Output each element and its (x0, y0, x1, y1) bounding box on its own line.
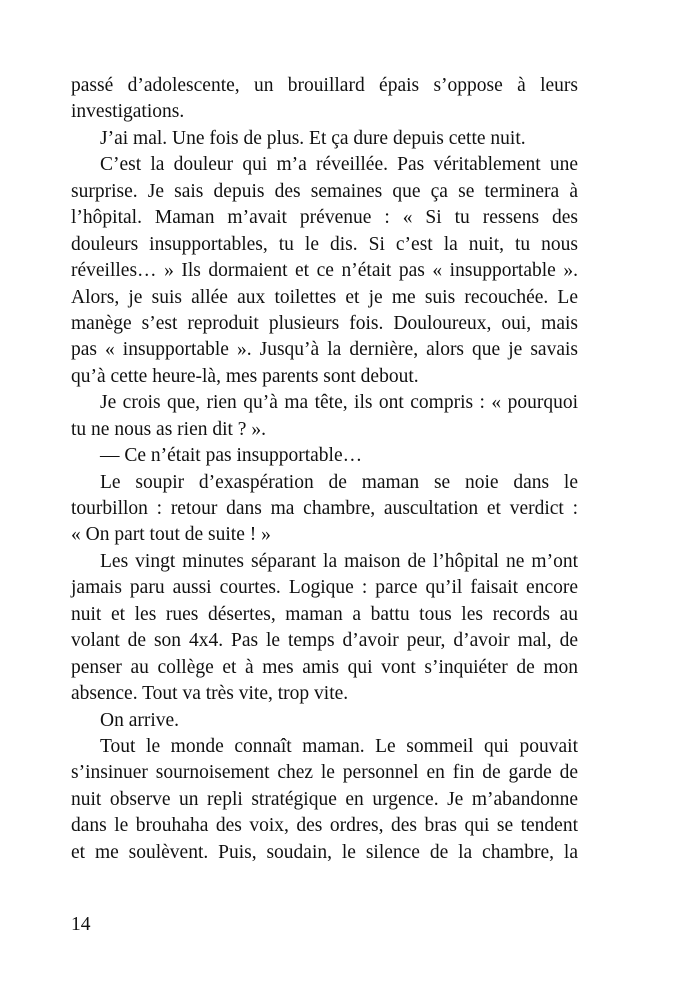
text-line: On arrive. (100, 709, 180, 731)
text-line: nuit observe un repli stratégique en urgence. Je m’abandonne (71, 788, 578, 810)
text-line: jamais paru aussi courtes. Logique : parce qu’il faisait encore (71, 577, 578, 599)
text-line: volant de son 4x4. Pas le temps d’avoir peur, d’avoir mal, de (71, 630, 578, 652)
text-line: qu’à cette heure-là, mes parents sont debout. (71, 365, 419, 387)
text-line: Tout le monde connaît maman. Le sommeil qui pouvait (100, 735, 578, 757)
text-line: — Ce n’était pas insupportable… (100, 445, 363, 467)
text-line: dans le brouhaha des voix, des ordres, des bras qui se tendent (71, 815, 578, 837)
text-line: et me soulèvent. Puis, soudain, le silence de la chambre, la (71, 841, 578, 863)
text-line: investigations. (71, 101, 185, 123)
text-line: tourbillon : retour dans ma chambre, auscultation et verdict : (71, 498, 578, 519)
text-line: manège s’est reproduit plusieurs fois. Douloureux, oui, mais (71, 312, 578, 334)
text-line: absence. Tout va très vite, trop vite. (71, 683, 349, 705)
text-line: Le soupir d’exaspération de maman se noie dans le (100, 471, 578, 493)
text-line: pas « insupportable ». Jusqu’à la dernière, alors que je savais (71, 339, 578, 361)
text-line: s’insinuer sournoisement chez le personnel en fin de garde de (71, 762, 578, 784)
text-line: l’hôpital. Maman m’avait prévenue : « Si tu ressens des (71, 207, 578, 229)
text-line: « On part tout de suite ! » (71, 524, 271, 546)
text-line: douleurs insupportables, tu le dis. Si c’est la nuit, tu nous (71, 233, 578, 255)
text-line: surprise. Je sais depuis des semaines que ça se terminera à (71, 180, 578, 202)
text-line: C’est la douleur qui m’a réveillée. Pas véritablement une (100, 154, 578, 176)
text-line: tu ne nous as rien dit ? ». (71, 418, 266, 440)
text-line: Alors, je suis allée aux toilettes et je me suis recouchée. Le (71, 286, 578, 308)
text-line: réveilles… » Ils dormaient et ce n’était pas « insupportable ». (71, 260, 578, 282)
text-line: nuit et les rues désertes, maman a battu tous les records au (71, 603, 578, 625)
page-number: 14 (71, 914, 91, 935)
text-line: Les vingt minutes séparant la maison de l’hôpital ne m’ont (100, 550, 578, 572)
body-text (71, 73, 578, 866)
text-line: Je crois que, rien qu’à ma tête, ils ont compris : « pourquoi (100, 392, 578, 414)
text-line: passé d’adolescente, un brouillard épais s’oppose à leurs (71, 75, 578, 96)
text-line: penser au collège et à mes amis qui vont s’inquiéter de mon (71, 656, 578, 678)
text-line: J’ai mal. Une fois de plus. Et ça dure depuis cette nuit. (100, 127, 526, 149)
